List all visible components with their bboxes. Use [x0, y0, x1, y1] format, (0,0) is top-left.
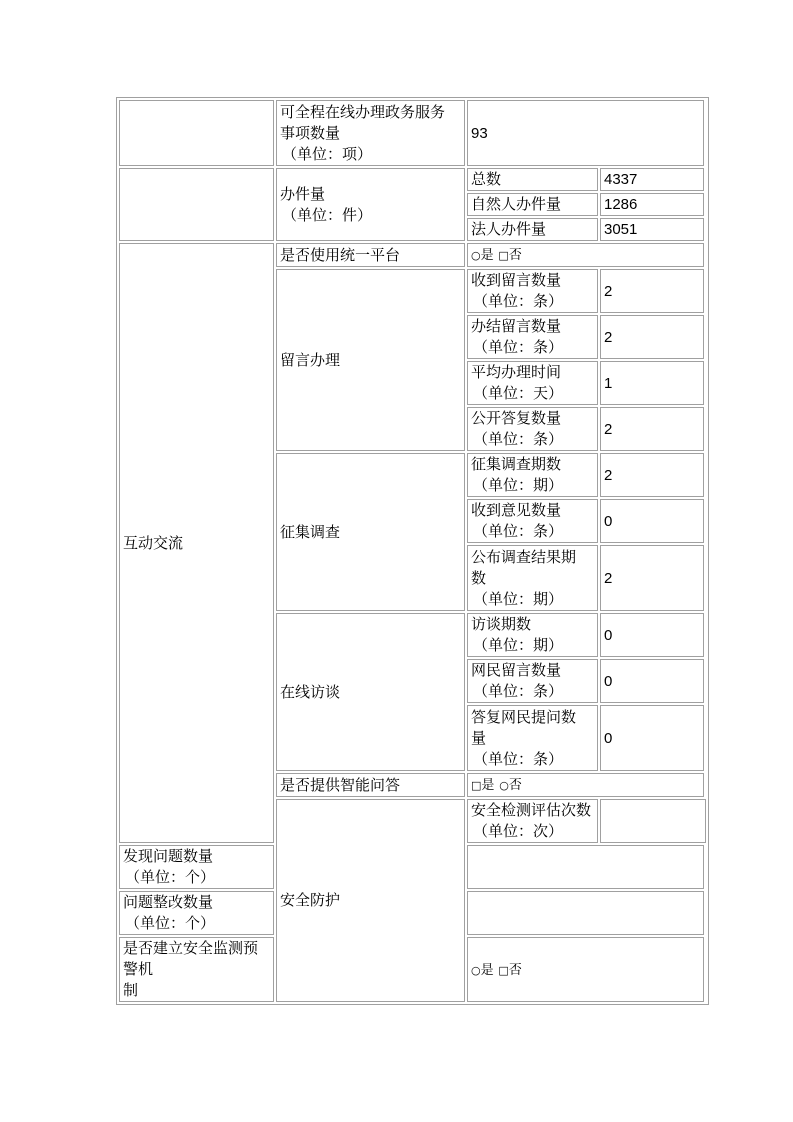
section-cell-empty: [119, 168, 274, 241]
messages-public-replies-label: 公开答复数量 （单位：条）: [467, 407, 598, 451]
survey-opinions-value: 0: [600, 499, 704, 543]
messages-avg-time-value: 1: [600, 361, 704, 405]
survey-opinions-label: 收到意见数量 （单位：条）: [467, 499, 598, 543]
section-interaction: 互动交流: [119, 243, 274, 843]
interview-periods-label: 访谈期数 （单位：期）: [467, 613, 598, 657]
unified-platform-options: [467, 243, 704, 267]
radio-no-icon: ○: [499, 779, 509, 792]
security-issues-found-label: 发现问题数量 （单位：个）: [119, 845, 274, 889]
option-no-label: 否: [508, 778, 522, 793]
online-items-value: 93: [467, 100, 704, 166]
interview-netizen-msgs-label: 网民留言数量 （单位：条）: [467, 659, 598, 703]
survey-periods-value: 2: [600, 453, 704, 497]
table-row: [119, 243, 706, 267]
messages-received-value: 2: [600, 269, 704, 313]
section-cell-empty: [119, 100, 274, 166]
unified-platform-label: 是否使用统一平台: [276, 243, 465, 267]
security-eval-count-label: 安全检测评估次数 （单位：次）: [467, 799, 598, 843]
table-row: [119, 100, 706, 166]
survey-results-label: 公布调查结果期 数 （单位：期）: [467, 545, 598, 611]
radio-yes-icon: ○: [471, 963, 481, 977]
security-issues-found-value: [467, 845, 704, 889]
option-yes-label: 是: [481, 778, 495, 793]
security-warning-options: [467, 937, 704, 1002]
option-yes-label: 是: [480, 248, 494, 263]
radio-yes-icon: ○: [471, 249, 481, 262]
smart-qa-label: 是否提供智能问答: [276, 773, 465, 797]
interview-answers-value: 0: [600, 705, 704, 771]
messages-public-replies-value: 2: [600, 407, 704, 451]
interview-periods-value: 0: [600, 613, 704, 657]
smart-qa-options: [467, 773, 704, 797]
volume-legal-label: 法人办件量: [467, 218, 598, 241]
security-issues-fixed-value: [467, 891, 704, 935]
volume-legal-value: 3051: [600, 218, 704, 241]
checkbox-no-icon: □: [498, 249, 509, 262]
option-no-label: 否: [508, 962, 522, 978]
survey-periods-label: 征集调查期数 （单位：期）: [467, 453, 598, 497]
security-warning-label: 是否建立安全监测预警机 制: [119, 937, 274, 1002]
interview-label: 在线访谈: [276, 613, 465, 771]
online-items-label: 可全程在线办理政务服务 事项数量 （单位：项）: [276, 100, 465, 166]
messages-received-label: 收到留言数量 （单位：条）: [467, 269, 598, 313]
messages-label: 留言办理: [276, 269, 465, 451]
table-row: [119, 168, 706, 191]
volume-label: 办件量 （单位：件）: [276, 168, 465, 241]
option-yes-label: 是: [480, 962, 494, 978]
option-no-label: 否: [508, 248, 522, 263]
section-security: 安全防护: [276, 799, 465, 1002]
interview-answers-label: 答复网民提问数 量 （单位：条）: [467, 705, 598, 771]
volume-natural-value: 1286: [600, 193, 704, 216]
security-eval-count-value: [600, 799, 706, 843]
survey-label: 征集调查: [276, 453, 465, 611]
interview-netizen-msgs-value: 0: [600, 659, 704, 703]
statistics-table: [116, 97, 709, 1005]
messages-handled-label: 办结留言数量 （单位：条）: [467, 315, 598, 359]
checkbox-yes-icon: □: [471, 779, 482, 792]
volume-total-label: 总数: [467, 168, 598, 191]
messages-handled-value: 2: [600, 315, 704, 359]
volume-total-value: 4337: [600, 168, 704, 191]
messages-avg-time-label: 平均办理时间 （单位：天）: [467, 361, 598, 405]
security-issues-fixed-label: 问题整改数量 （单位：个）: [119, 891, 274, 935]
survey-results-value: 2: [600, 545, 704, 611]
checkbox-no-icon: □: [498, 963, 509, 977]
volume-natural-label: 自然人办件量: [467, 193, 598, 216]
